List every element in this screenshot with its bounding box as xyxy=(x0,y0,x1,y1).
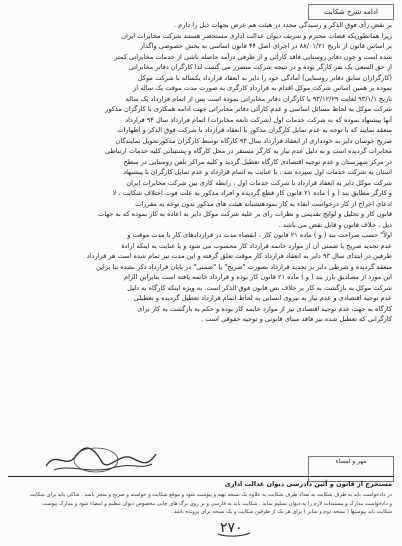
body-line: عدم تجدید صریح یا ضمنی آن از موارد خاتمه قرارداد کار محسوب می شود و با عنایت به اینکه ارادة xyxy=(121,241,392,250)
body-line: این مورد از مصادیق بارز بند ( و ) ماده ۲۱ قانون کار بوده و قرارداد خاتمه یافته است بنابراین الزام xyxy=(124,273,392,281)
body-line: کارگاه به جهت عدم توجیه اقتصادی نیز از موارد خاتمه کار بوده و حکم به بازگشت به کار برای xyxy=(137,304,392,313)
body-line: شرکت موکل به بازگشت به کار بر خلاف نص قانون فوق الذکر است. به ویژه اینکه کارگاه به دلیل xyxy=(127,283,392,292)
footer-divider xyxy=(8,476,394,477)
body-line: در مرکز شهرستان و عدم توجیه اقتصادی کارگاه تعطیل گردید و کلیه مراکز تلفن روستایی در سطح xyxy=(123,157,392,166)
body-line: قانون کار و تحلیل و لوایح تقدیمی و نظرات رای بر علیه شرکت موکل دایر به اعاده به کار نموده که به جهات xyxy=(98,210,392,218)
body-line: آنها پیشنهاد نموده که به شرکت خدمات اول (شرکت تابعه مخابرات) اتمام فرارداد سال ۹۴ قرارداد xyxy=(125,115,392,124)
complaint-body xyxy=(10,20,392,448)
body-line: بر نقض رأی فوق الذکر و رسیدگی مجدد در هیئت هم عرض بجهات ذیل را دارم . xyxy=(173,21,392,29)
body-line: طرفین در ابتدای سال ۹۳ دایر به انعقاد قرارداد کار موقت تعلق گرفته و این مدت نیز تمام شده است هر قرارداد xyxy=(86,252,392,260)
body-line: منعقد نمایند که با توجه به عدم تمایل کارگران مذکور با انعقاد قرارداد با شرکت فوق الذکر و اظهارات xyxy=(117,126,392,134)
body-line: اولاً" حسب صراحت بند ( و ) ماده ۲۱ قانون کار ، انقضاء مدت در قراردادهای کار با مدت موقت و xyxy=(127,231,392,239)
body-line: شده است و چون دفاتر روستایی فاقد کارآئی و از طرفی درآمد حاصله ناشی از خدمات مخابراتی کمتر xyxy=(114,52,392,61)
body-line: صریح خوشان دایر به خودداری از انعقاد قرارداد سال ۹۳ کارگاه توسط کارگران مذکورتحویل نمایندگان xyxy=(115,136,392,145)
footer-notes xyxy=(10,491,392,517)
footer-note-line: شکایت باید پیوستها ( نسخه دوم و سایر ) برای هر یک از طرفین شکایت و یک نسخه برای پرونده باشد . xyxy=(170,509,392,515)
footer-note-line: و دادخواست مدارک و مستندات لازم را به دیوان تسلیم نماید . شکایت باید به فارسی و بر روی برگ های چاپی مخصوص دیوان تنظیم و امضاء شود و مدارک پیوست xyxy=(42,500,392,507)
body-line: شرکت موکل دایر به انعقاد قرارداد با شرکت خدمات اول ، رابطه کاری بین شرکت مخابرات ایران xyxy=(126,178,392,187)
footer-note-line: در دادخواست باید به طرف شکایت به تعداد طرف شکایت به علاوه یک نسخه تهیه و پیوست شود و موقع شکایت و خواسته و صریح و منجز باشد . شاکی باید برای شکایت xyxy=(29,492,392,498)
body-line: استان به شرکت خدمات اول سپرده شد . با عنایت به اتمام قرارداد و عدم تمایل کارگران با پیشنهاد xyxy=(123,168,392,176)
body-line: تاریخ ۹۳/۱/۱ لغایت ۹۳/۱۲/۲۹ با کارگران دفاتر مخابراتی نموده است پس از اتمام قرارداد یک ساله xyxy=(125,94,392,103)
body-line: (کارگزاران سابق دفاتر روستایی) آمادگی خود را دایر به انعقاد قرارداد یکساله با شرکت موکل xyxy=(137,73,392,82)
body-line: بر اساس قانون از تاریخ ۸۸/۰۱/۲۱ در اجرای اصل ۴۴ قانون اساسی به بخش خصوصی واگذار xyxy=(139,42,392,50)
body-line: کارگرانی که تعطیل شده نیز فاقد مبنای قانونی و توجیه حقوقی است . xyxy=(200,315,392,323)
handwritten-signature xyxy=(40,440,160,478)
footer-title: مستخرج از قانون و آئین دادرسی دیوان عدالت اداری xyxy=(224,480,392,488)
body-line: نموده بر همین اساس شرکت موکل اقدام به قرارداد کارگری به صورت مدت موقت یک ساله از xyxy=(133,84,392,92)
body-line: و کارگر مطابق بند ( و ) ماده ۲۱ قانون کار قطع گردیده و افراد مذکور به علت فوت اختلاف شکایت ، لا xyxy=(112,189,392,197)
body-line: منعقد گردیده و شرطی دایر بر تجدید قرارداد بصورت "صریح" یا "ضمنی" در پایان قرارداد ذکر نشده بنا براین xyxy=(96,262,392,271)
body-line: از حق السعی یک نفر کارگر بوده و در نتیجه شرکت متضرر می گشت لذا کارگران دفاتر مخابراتی xyxy=(128,63,392,71)
handwritten-page-number xyxy=(214,514,254,538)
body-line: عدم توجیه اقتصادی و عدم نیاز به نیروی انسانی به لحاظ اتمام قرارداد تعطیل گردیده و تعطیلی xyxy=(133,294,392,302)
body-line: شرکت موکل به لحاظ مسائل اساسی و عدم کارآئی دفاتر مخابراتی جهت ادامه همکاری با کارگران مذکور xyxy=(105,105,392,113)
body-line: ذیل ، خلاف قانون و قابل نقض می باشد . xyxy=(278,220,392,229)
continuation-header: ادامه شرح شکایت xyxy=(308,4,394,20)
page-number-text: ۲۷۰ xyxy=(220,520,243,536)
body-line: ادعای اخراج از کار درخواست ابقاء به کار نمودهتشبانه هیئت های مذکور بدون توجه به مقررات xyxy=(135,199,392,208)
body-line: زیرا همانطوریکه قضات محترم و شریف دیوان عدالت اداری مستحضر هستند شرکت مخابرات ایران xyxy=(121,31,392,40)
body-line: مخابرات گردیده است و به دلیل عدم نیاز به کارگر مستقر در محل کارگاه و پشتیبانی کلیه خدمات ارتباطی xyxy=(105,147,392,155)
stamp-area: مهر و امضاء xyxy=(308,456,394,482)
